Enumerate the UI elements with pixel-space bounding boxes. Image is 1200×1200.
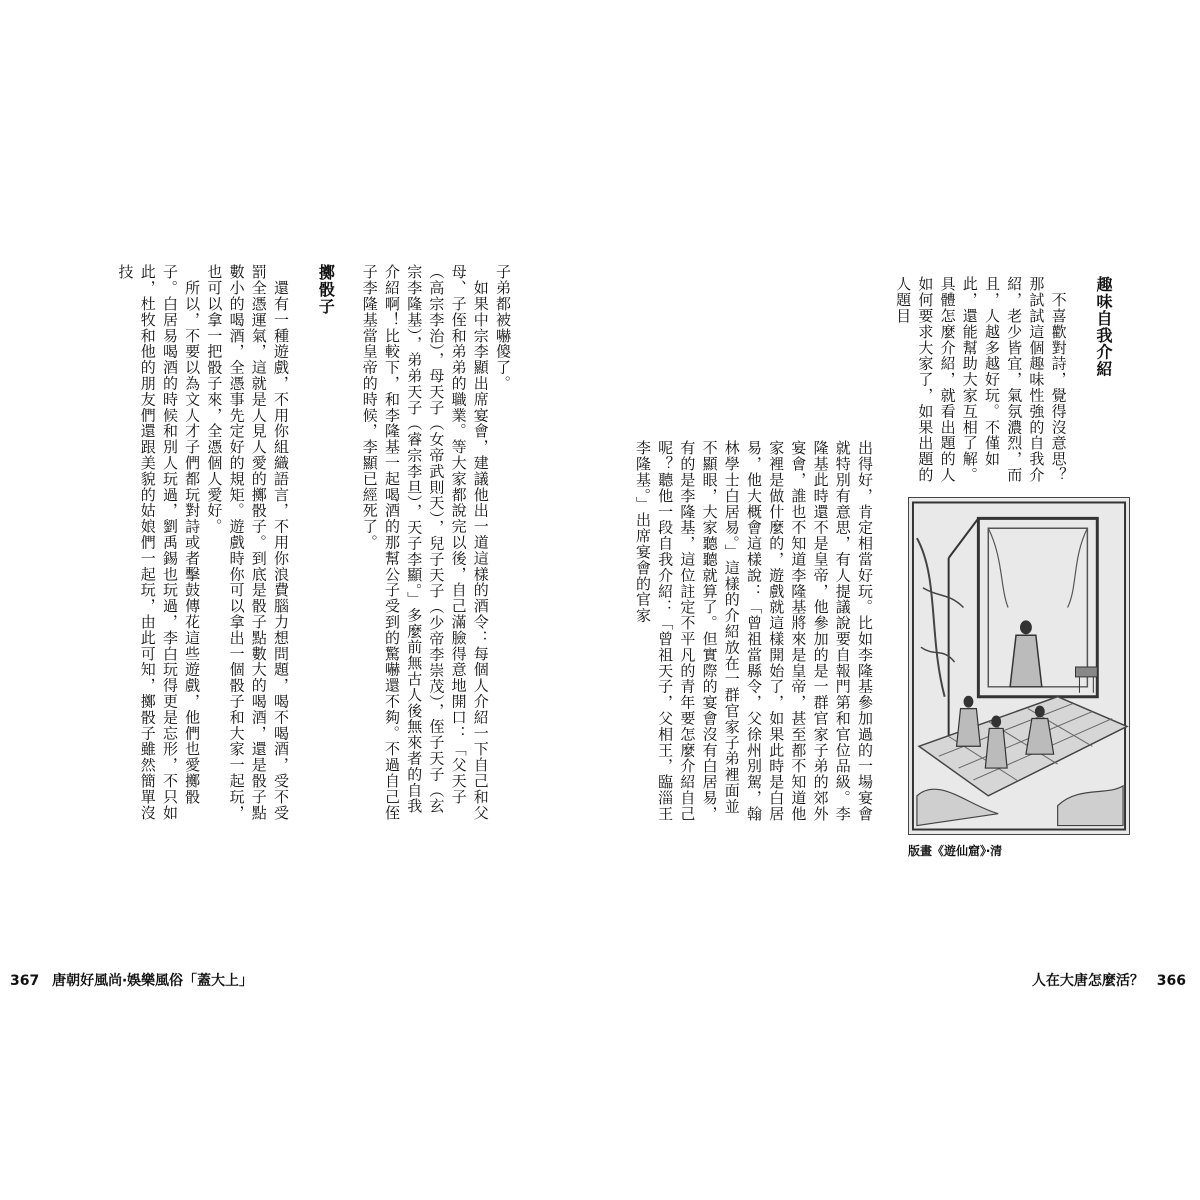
left-running-head: 唐朝好風尚‧娛樂風俗「蓋大上」: [52, 973, 253, 989]
left-continued-paragraph: 子弟都被嚇傻了。: [494, 264, 512, 392]
woodblock-print-image: [909, 498, 1129, 834]
spacer: [1070, 276, 1092, 286]
right-page-lower: [633, 440, 876, 828]
right-page-footer: [1032, 970, 1186, 990]
left-paragraph-3: 還有一種遊戲，不用你組織語言，不用你浪費腦力想問題，喝不喝酒，受不受罰全憑運氣，這就是人見人愛的擲骰子。到底是骰子點數大的喝酒，還是骰子點數小的喝酒，全憑事先定好的規矩。遊戲時你可以拿出一個骰子和大家一起玩，也可以拿一把骰子來，全憑個人愛好。: [205, 264, 290, 821]
section-heading-self-intro: 趣味自我介紹: [1094, 276, 1113, 378]
section-heading-dice: 擲骰子: [316, 264, 336, 315]
left-paragraph-2: 如果中宗李顯出席宴會，建議他出一道這樣的酒令：每個人介紹一下自己和父母、子侄和弟弟的職業。等大家都說完以後，自己滿臉得意地開口：「父天子（高宗李治），母天子（女帝武則天），兒子天子（少帝李崇茂），侄子天子（玄宗李隆基），弟弟天子（睿宗李旦），天子李顯。」多麼前無古人後無來者的自我介紹啊！比較下，和李隆基一起喝酒的那幫公子受到的驚嚇還不夠。不過自己侄子李隆基當皇帝的時候，李顯已經死了。: [360, 264, 490, 821]
left-page-body: [46, 264, 514, 824]
spacer: [337, 264, 359, 274]
right-upper-paragraph: 不喜歡對詩，覺得沒意思？那試試這個趣味性強的自我介紹，老少皆宜，氣氛濃烈，而且，人越多越好玩。不僅如此，還能幫助大家互相了解。具體怎麼介紹，就看出題的人如何要求大家了，如果出題的人題目: [894, 276, 1068, 483]
left-page-footer: [10, 970, 253, 990]
woodblock-print-illustration: [908, 497, 1130, 835]
left-page-number: 367: [10, 973, 40, 989]
illustration-caption: 版畫《遊仙窟》‧清: [908, 844, 1003, 858]
right-page-number: 366: [1156, 973, 1186, 989]
left-paragraph-4: 所以，不要以為文人才子們都玩對詩或者擊鼓傳花這些遊戲，他們也愛擲骰子。白居易喝酒的時候和別人玩過，劉禹錫也玩過，李白玩得更是忘形，不只如此，杜牧和他的朋友們還跟美貌的姑娘們一起玩，由此可知，擲骰子雖然簡單沒技: [116, 264, 202, 821]
right-page-upper: [874, 276, 1114, 497]
right-running-head: 人在大唐怎麼活？: [1031, 973, 1144, 989]
spacer: [292, 264, 314, 274]
right-lower-paragraph: 出得好，肯定相當好玩。比如李隆基參加過的一場宴會就特別有意思，有人提議說要自報門第和官位品級。李隆基此時還不是皇帝，他參加的是一群官家子弟的郊外宴會，誰也不知道李隆基將來是皇帝，甚至都不知道他家裡是做什麼的，遊戲就這樣開始了，如果此時是白居易，他大概會這樣說：「曾祖當縣令，父徐州別駕，翰林學士白居易。」這樣的介紹放在一群官家子弟裡面並不顯眼，大家聽聽就算了。但實際的宴會沒有白居易，有的是李隆基，這位註定不平凡的青年要怎麼介紹自己呢？聽他一段自我介紹：「曾祖天子，父相王，臨淄王李隆基。」出席宴會的官家: [633, 440, 874, 822]
